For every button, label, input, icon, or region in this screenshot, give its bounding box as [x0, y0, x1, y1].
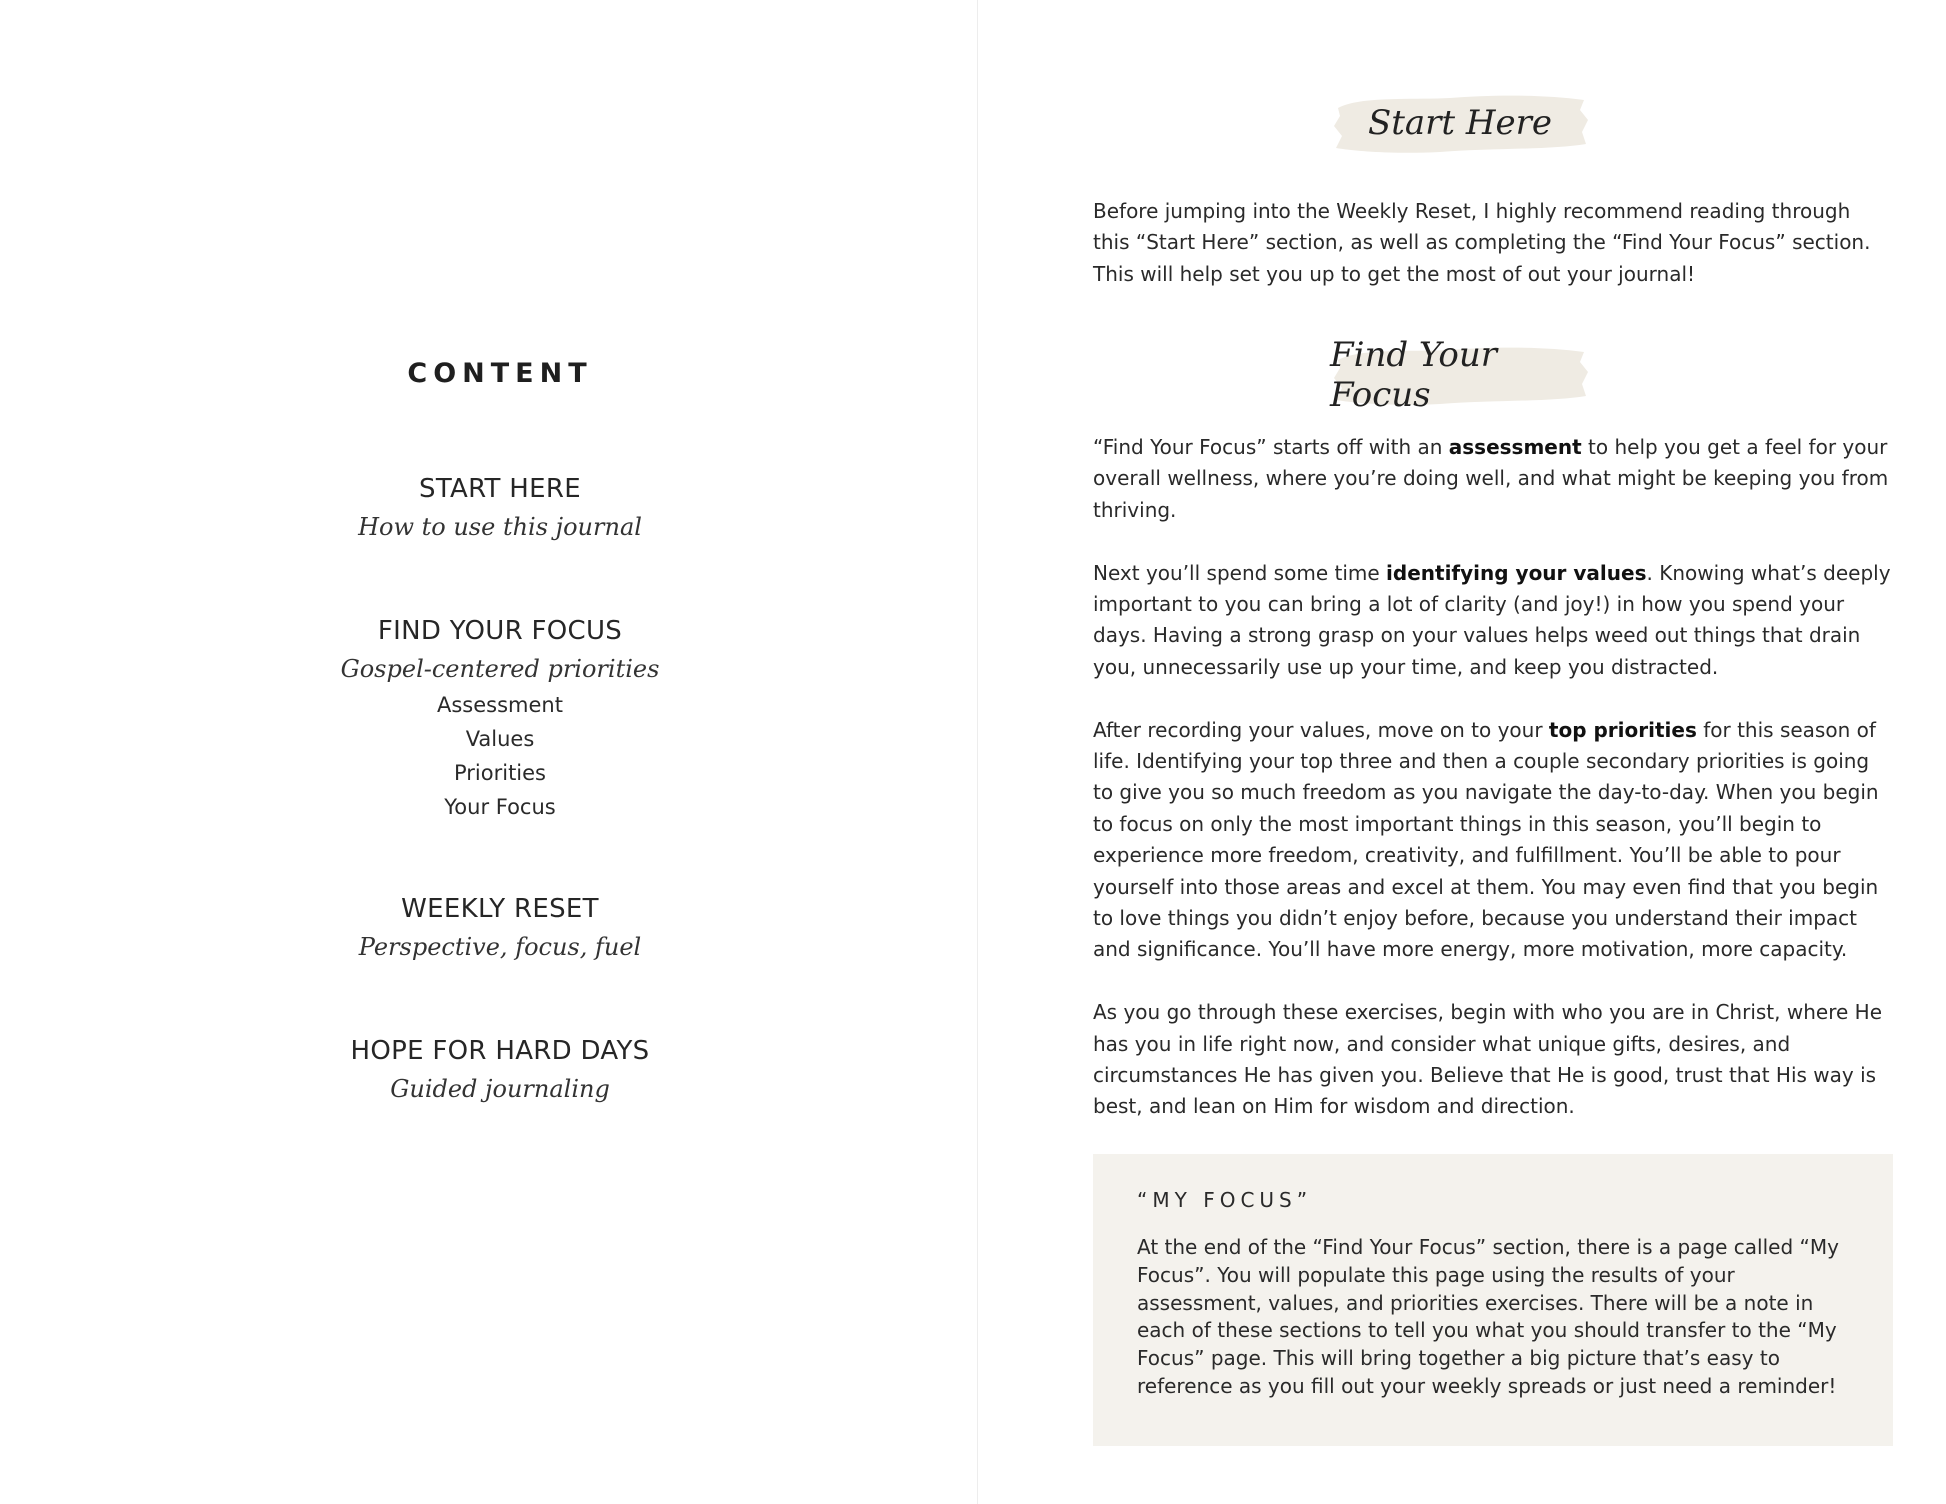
toc-section-start-here: [0, 470, 1000, 546]
callout-text: At the end of the “Find Your Focus” section, there is a page called “My Focus”. You will populate this page using the results of your assessment, values, and priorities exercises. There will be a note in each of these sections to tell you what you should transfer to the “My Focus” page. This will bring together a big picture that’s easy to reference as you fill out your weekly spreads or just need a reminder!: [1137, 1235, 1839, 1398]
toc-subtitle: Guided journaling: [390, 1075, 610, 1103]
callout-title: “MY FOCUS”: [1137, 1188, 1313, 1212]
bold-term: assessment: [1448, 435, 1582, 459]
toc-section-find-your-focus: [0, 612, 1000, 824]
toc-heading: CONTENT: [407, 358, 593, 389]
paragraph: Before jumping into the Weekly Reset, I highly recommend reading through this “Start Here” section, as well as completing the “Find Your Focus” section. This will help set you up to get the most of out your journal!: [1093, 199, 1871, 286]
toc-title: WEEKLY RESET: [401, 894, 599, 924]
toc-title: HOPE FOR HARD DAYS: [350, 1036, 650, 1066]
toc-title: FIND YOUR FOCUS: [377, 616, 623, 646]
paragraph-exercises: As you go through these exercises, begin with who you are in Christ, where He has you in life right now, and consider what unique gifts, desires, and circumstances He has given you. Believe that He is good, trust that His way is best, and lean on Him for wisdom and direction.: [1093, 1000, 1882, 1119]
toc-item: Values: [465, 727, 535, 751]
my-focus-callout: [1093, 1154, 1893, 1446]
toc-subtitle: Perspective, focus, fuel: [358, 933, 642, 961]
toc-item: Assessment: [437, 693, 563, 717]
start-here-heading: Start Here: [1330, 86, 1590, 160]
paragraph-assessment: “Find Your Focus” starts off with an assessment to help you get a feel for your overall wellness, where you’re doing well, and what might be keeping you from thriving.: [1093, 435, 1889, 522]
start-here-body: [1093, 196, 1893, 322]
toc-subtitle: Gospel-centered priorities: [340, 655, 660, 683]
paragraph-priorities: After recording your values, move on to your top priorities for this season of life. Identifying your top three and then a couple secondary priorities is going to give you so much freedom as you navigate the day-to-day. When you begin to focus on only the most important things in this season, you’ll begin to experience more freedom, creativity, and fulfillment. You’ll be able to pour yourself into those areas and excel at them. You may even find that you begin to love things you didn’t enjoy before, because you understand their impact and significance. You’ll have more energy, more motivation, more capacity.: [1093, 717, 1879, 962]
bold-term: top priorities: [1548, 717, 1697, 742]
toc-item: Your Focus: [444, 795, 556, 819]
toc-title: START HERE: [419, 474, 581, 504]
right-page: [978, 0, 1946, 1504]
toc-item: Priorities: [453, 761, 546, 785]
paragraph-values: Next you’ll spend some time identifying your values. Knowing what’s deeply important to you can bring a lot of clarity (and joy!) in how you spend your days. Having a strong grasp on your values helps weed out things that drain you, unnecessarily use up your time, and keep you distracted.: [1093, 560, 1891, 679]
find-your-focus-heading: Find Your Focus: [1330, 338, 1590, 412]
table-of-contents: [0, 470, 1000, 1174]
toc-section-weekly-reset: [0, 890, 1000, 966]
bold-term: identifying your values: [1386, 560, 1647, 585]
toc-section-hope-for-hard-days: [0, 1032, 1000, 1108]
find-your-focus-body: [1093, 432, 1893, 1154]
toc-subtitle: How to use this journal: [358, 513, 642, 541]
